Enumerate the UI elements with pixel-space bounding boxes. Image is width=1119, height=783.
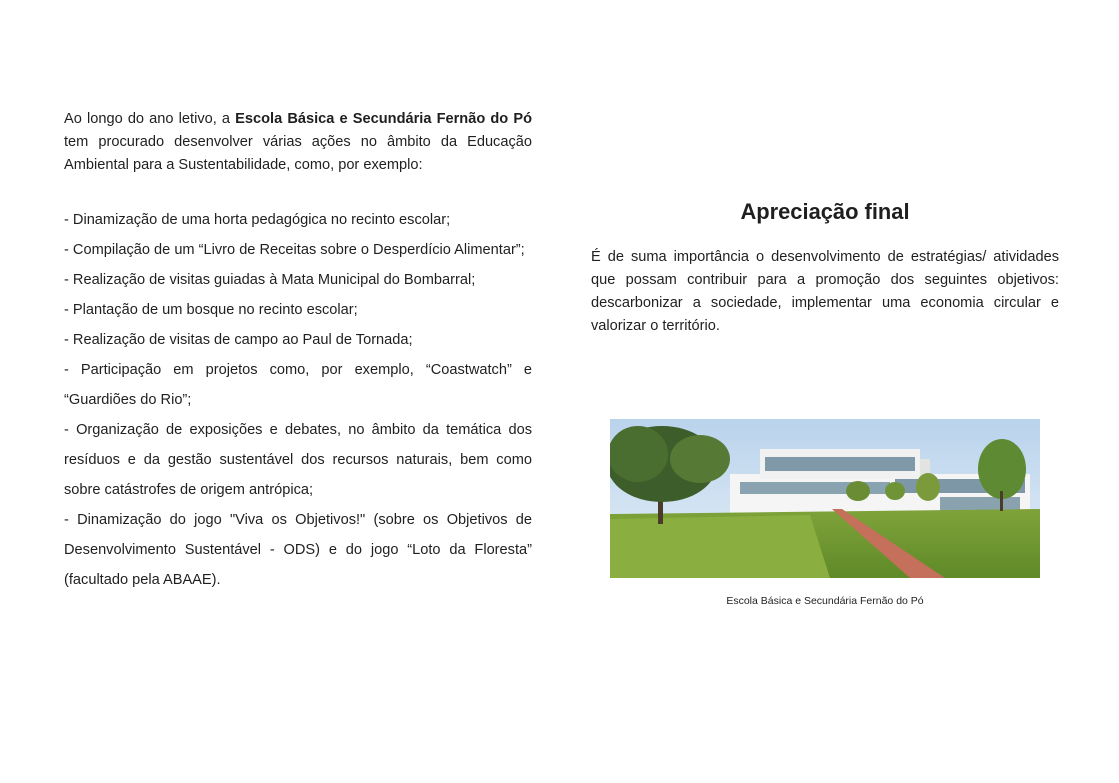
list-item: - Realização de visitas de campo ao Paul de Tornada; (64, 332, 413, 348)
list-item: - Plantação de um bosque no recinto escolar; (64, 302, 358, 318)
list-item: - Realização de visitas guiadas à Mata Municipal do Bombarral; (64, 272, 476, 288)
section-title: Apreciação final (740, 199, 910, 224)
school-photo (610, 419, 1040, 578)
photo-caption: Escola Básica e Secundária Fernão do Pó (726, 595, 924, 607)
right-column (591, 200, 1059, 338)
school-name: Escola Básica e Secundária Fernão do Pó (235, 111, 532, 127)
intro-text-end: tem procurado desenvolver várias ações no âmbito da Educação Ambiental para a Sustentabilidade, como, por exemplo: (64, 134, 532, 173)
list-item: - Dinamização de uma horta pedagógica no recinto escolar; (64, 212, 451, 228)
list-item: - Participação em projetos como, por exemplo, “Coastwatch” e “Guardiões do Rio”; (64, 362, 532, 408)
list-item: - Dinamização do jogo "Viva os Objetivos!" (sobre os Objetivos de Desenvolvimento Sustentável - ODS) e do jogo “Loto da Floresta” (facultado pela ABAAE). (64, 512, 532, 588)
actions-list (64, 205, 532, 595)
intro-paragraph (64, 108, 532, 177)
list-item: - Organização de exposições e debates, no âmbito da temática dos resíduos e da gestão sustentável dos recursos naturais, bem como sobre catástrofes de origem antrópica; (64, 422, 532, 498)
intro-text-start: Ao longo do ano letivo, a (64, 111, 236, 127)
final-paragraph: É de suma importância o desenvolvimento de estratégias/ atividades que possam contribuir para a promoção dos seguintes objetivos: descarbonizar a sociedade, implementar uma economia circular e valorizar o território. (591, 249, 1059, 334)
left-column (64, 108, 532, 595)
list-item: - Compilação de um “Livro de Receitas sobre o Desperdício Alimentar”; (64, 242, 525, 258)
